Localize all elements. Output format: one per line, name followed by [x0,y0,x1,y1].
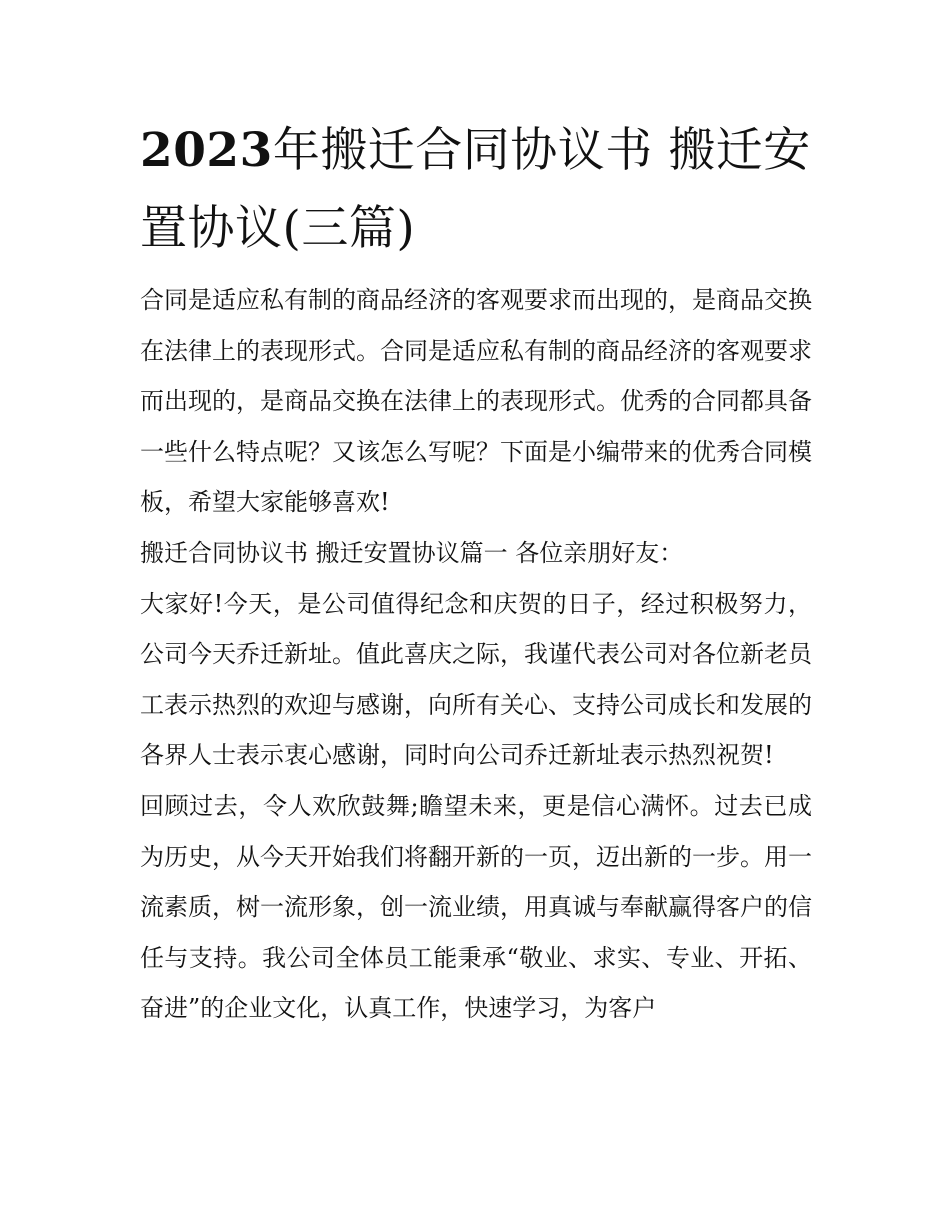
paragraph-greeting: 大家好!今天，是公司值得纪念和庆贺的日子，经过积极努力，公司今天乔迁新址。值此喜庆之际，我谨代表公司对各位新老员工表示热烈的欢迎与感谢，向所有关心、支持公司成长和发展的各界人士表示衷心感谢，同时向公司乔迁新址表示热烈祝贺! [140,589,812,770]
paragraph-review: 回顾过去，令人欢欣鼓舞;瞻望未来，更是信心满怀。过去已成为历史，从今天开始我们将翻开新的一页，迈出新的一步。用一流素质，树一流形象，创一流业绩，用真诚与奉献赢得客户的信任与支持。我公司全体员工能秉承“敬业、求实、专业、开拓、奋进”的企业文化，认真工作，快速学习，为客户 [140,791,812,1023]
paragraph-section-heading: 搬迁合同协议书 搬迁安置协议篇一 各位亲朋好友： [140,538,684,567]
title-year: 2023 [140,123,273,178]
paragraph-intro: 合同是适应私有制的商品经济的客观要求而出现的，是商品交换在法律上的表现形式。合同是适应私有制的商品经济的客观要求而出现的，是商品交换在法律上的表现形式。优秀的合同都具备一些什么特点呢？又该怎么写呢？下面是小编带来的优秀合同模板，希望大家能够喜欢! [140,286,812,517]
title-text: 年搬迁合同协议书 搬迁安置协议(三篇) [140,123,811,256]
document-body [140,275,812,1034]
document-title [140,112,820,268]
